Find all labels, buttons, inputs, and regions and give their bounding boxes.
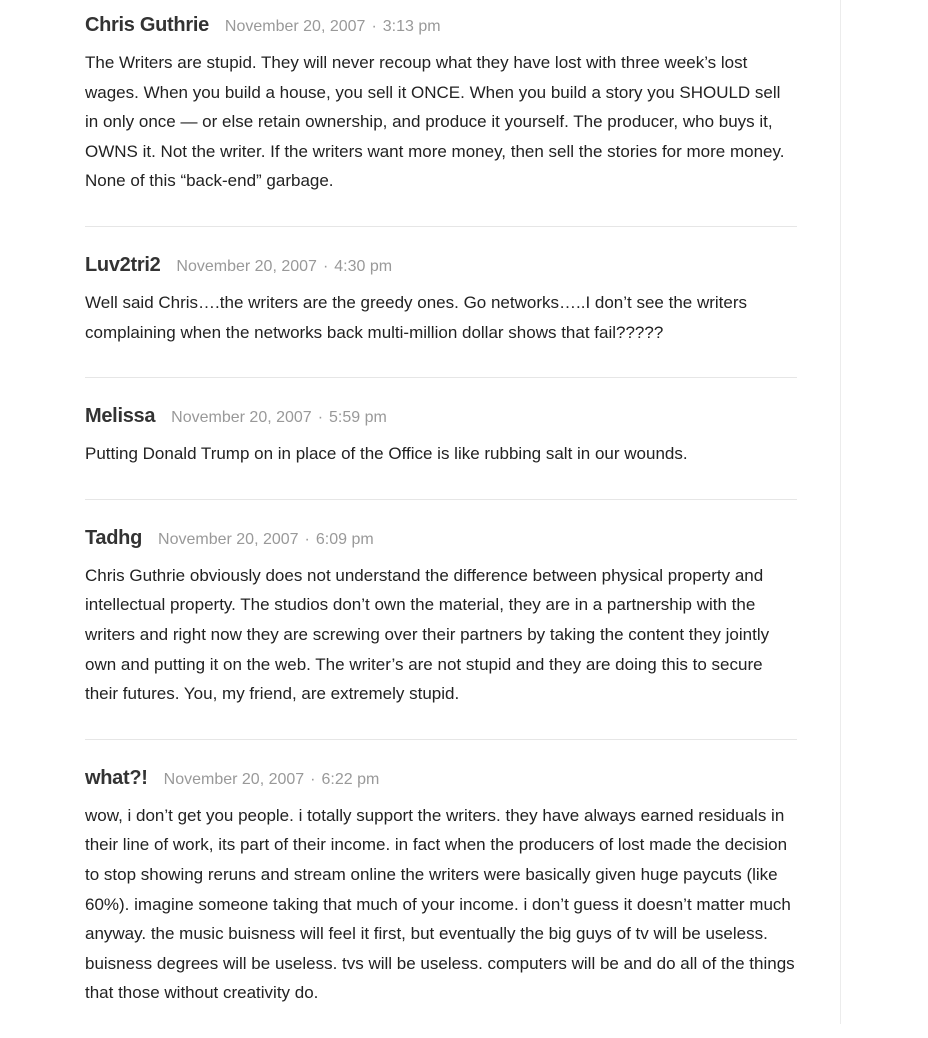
- comment-timestamp[interactable]: [176, 258, 392, 276]
- sidebar-divider: [840, 0, 841, 1024]
- comment-timestamp[interactable]: [171, 409, 387, 427]
- comment: [85, 254, 797, 378]
- date-separator: ·: [371, 18, 377, 35]
- comment-date: November 20, 2007: [158, 530, 299, 548]
- comment-date: November 20, 2007: [224, 18, 366, 35]
- comment-author[interactable]: Melissa: [85, 405, 156, 428]
- comment-date: November 20, 2007: [176, 257, 317, 275]
- comment: [85, 527, 797, 740]
- date-separator: ·: [317, 409, 324, 427]
- comment: [85, 767, 797, 1038]
- comment-header: [85, 405, 797, 428]
- date-separator: ·: [310, 770, 316, 788]
- comment-body: Chris Guthrie obviously does not understand the difference between physical property and intellectual property. The studios don’t own the material, they are in a partnership with the writers and right now they are screwing over their partners by taking the content they jointly own and putting it on the web. The writer’s are not stupid and they are doing this to secure their futures. You, my friend, are extremely stupid.: [85, 565, 770, 704]
- comment-timestamp[interactable]: [158, 531, 374, 549]
- comment-header: [85, 14, 797, 37]
- comment-time: 5:59 pm: [329, 409, 387, 427]
- comment-body: Putting Donald Trump on in place of the Office is like rubbing salt in our wounds.: [85, 444, 688, 464]
- comment-time: 6:09 pm: [315, 530, 374, 548]
- comment-timestamp[interactable]: [164, 771, 380, 789]
- comment-author[interactable]: Tadhg: [85, 526, 143, 549]
- date-separator: ·: [304, 530, 310, 548]
- comment-time: 6:22 pm: [321, 770, 380, 788]
- comment-author[interactable]: Luv2tri2: [85, 253, 161, 276]
- comment-body: Well said Chris….the writers are the greedy ones. Go networks…..I don’t see the writers complaining when the networks back multi-million dollar shows that fail?????: [85, 292, 748, 342]
- comment-time: 4:30 pm: [334, 257, 393, 275]
- comment: [85, 14, 797, 227]
- comment-timestamp[interactable]: [225, 18, 441, 36]
- comment-time: 3:13 pm: [382, 18, 441, 35]
- comment-header: [85, 527, 797, 550]
- comment-body: The Writers are stupid. They will never recoup what they have lost with three week’s lost wages. When you build a house, you sell it ONCE. When you build a story you SHOULD sell in only once — or else retain ownership, and produce it yourself. The producer, who buys it, OWNS it. Not the writer. If the writers want more money, then sell the stories for more money. None of this “back-end” garbage.: [85, 53, 785, 191]
- comment-body: wow, i don’t get you people. i totally support the writers. they have always earned residuals in their line of work, its part of their income. in fact when the producers of lost made the decision to stop showing reruns and stream online the writers were basically given huge paycuts (like 60%). imagine someone taking that much of your income. i don’t guess it doesn’t matter much anyway. the music buisness will feel it first, but eventually the big guys of tv will be useless. buisness degrees will be useless. tvs will be useless. computers will be and do all of the things that those without creativity do.: [85, 805, 795, 1003]
- comment-list: [85, 14, 797, 1038]
- comment-header: [85, 254, 797, 277]
- comment-header: [85, 767, 797, 790]
- comment-author[interactable]: what?!: [85, 766, 148, 789]
- comment: [85, 405, 797, 500]
- comment-date: November 20, 2007: [163, 770, 305, 788]
- comment-date: November 20, 2007: [171, 409, 312, 427]
- date-separator: ·: [322, 257, 329, 275]
- comment-author[interactable]: Chris Guthrie: [85, 14, 209, 36]
